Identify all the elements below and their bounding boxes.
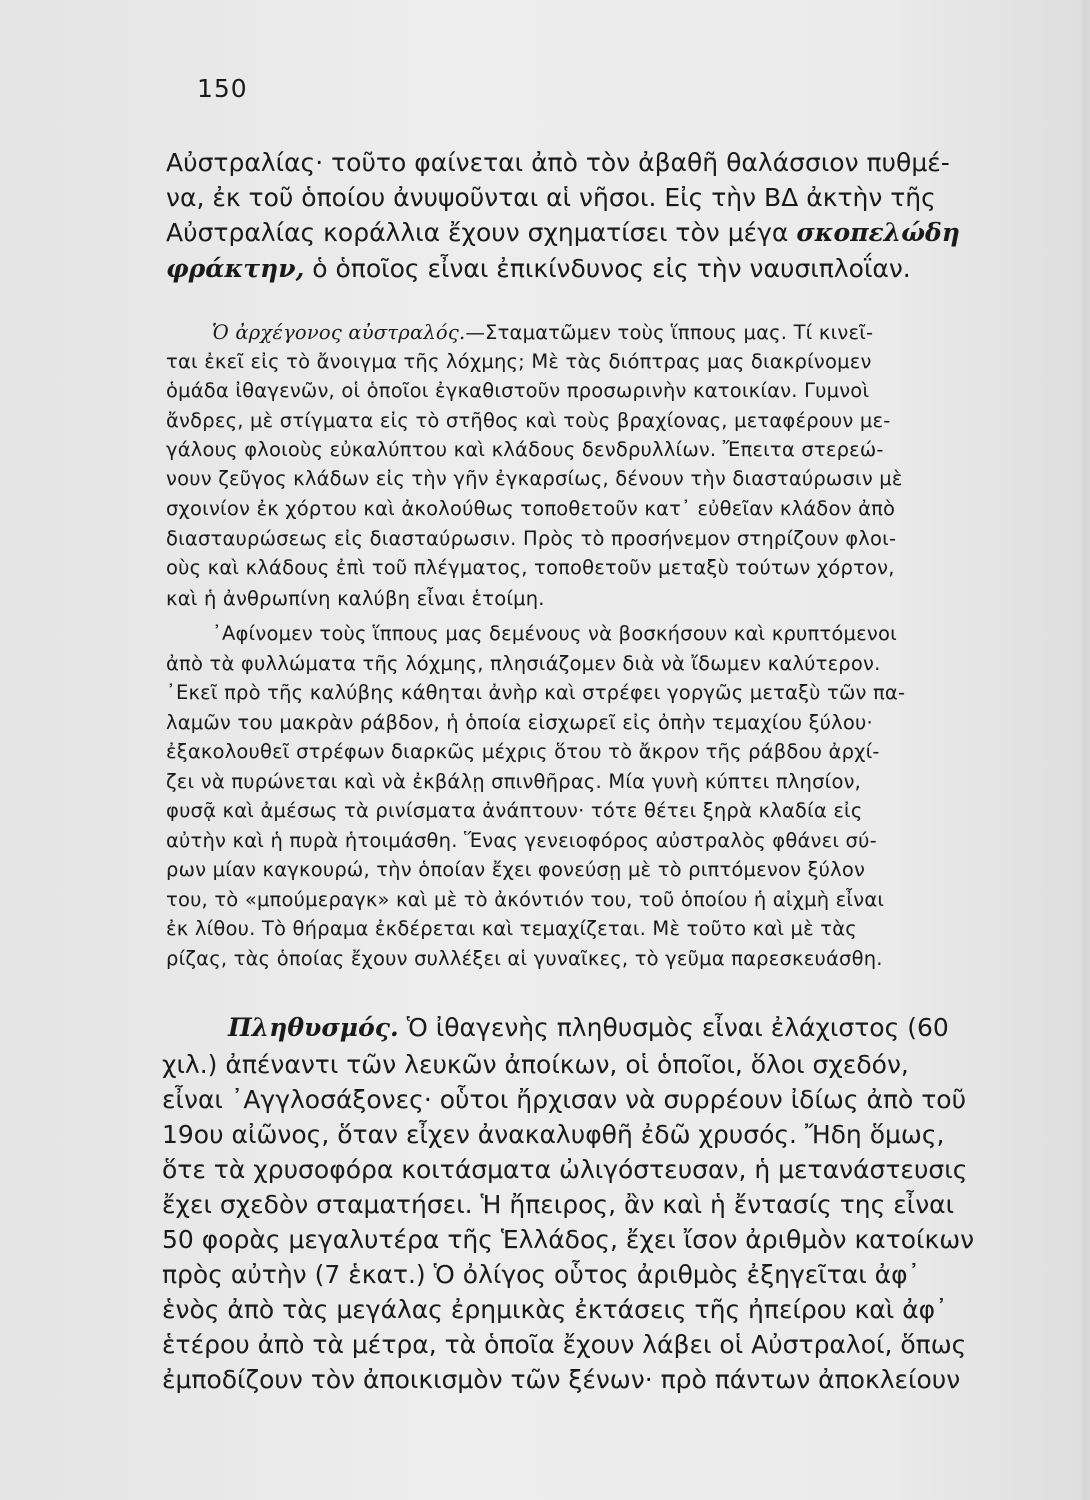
text-line: ζει νὰ πυρώνεται καὶ νὰ ἐκβάλῃ σπινθῆρας. Μία γυνὴ κύπτει πλησίον,	[166, 770, 862, 793]
text-line: Αὐστραλίας· τοῦτο φαίνεται ἀπὸ τὸν ἀβαθῆ θαλάσσιον πυθμέ-	[166, 148, 950, 177]
text-line: ἑτέρου ἀπὸ τὰ μέτρα, τὰ ὁποῖα ἔχουν λάβει οἱ Αὐστραλοί, ὅπως	[162, 1330, 967, 1359]
page-number: 150	[197, 74, 248, 103]
text-line: του, τὸ «μπούμεραγκ» καὶ μὲ τὸ ἀκόντιόν του, τοῦ ὁποίου ἡ αἰχμὴ εἶναι	[166, 888, 885, 911]
text-line: σχοινίον ἐκ χόρτου καὶ ἀκολούθως τοποθετοῦν κατ᾽ εὐθεῖαν κλάδον ἀπὸ	[166, 497, 896, 520]
text-line-content: Αὐστραλίας κοράλλια ἔχουν σχηματίσει τὸν μέγα	[166, 218, 789, 247]
text-line: ἐξακολουθεῖ στρέφων διαρκῶς μέχρις ὅτου τὸ ἄκρον τῆς ράβδου ἀρχί-	[166, 740, 880, 763]
text-line: να, ἐκ τοῦ ὁποίου ἀνυψοῦνται αἱ νῆσοι. Εἰς τὴν ΒΔ ἀκτὴν τῆς	[166, 183, 936, 212]
text-line: ᾽Εκεῖ πρὸ τῆς καλύβης κάθηται ἀνὴρ καὶ στρέφει γοργῶς μεταξὺ τῶν πα-	[166, 681, 906, 704]
text-line: ἄνδρες, μὲ στίγματα εἰς τὸ στῆθος καὶ τοὺς βραχίονας, μεταφέρουν με-	[166, 409, 891, 432]
text-line: 50 φορὰς μεγαλυτέρα τῆς Ἑλλάδος, ἔχει ἴσον ἀριθμὸν κατοίκων	[162, 1225, 975, 1254]
text-line: ὅτε τὰ χρυσοφόρα κοιτάσματα ὠλιγόστευσαν, ἡ μετανάστευσις	[162, 1155, 968, 1184]
text-line: πρὸς αὐτὴν (7 ἑκατ.) Ὁ ὀλίγος οὗτος ἀριθμὸς ἐξηγεῖται ἀφ᾽	[162, 1260, 921, 1289]
text-line-content: Ὁ ἰθαγενὴς πληθυσμὸς εἶναι ἐλάχιστος (60	[398, 1013, 949, 1042]
text-line: αὐτὴν καὶ ἡ πυρὰ ἡτοιμάσθη. Ἕνας γενειοφόρος αὐστραλὸς φθάνει σύ-	[166, 829, 877, 852]
text-line: ρίζας, τὰς ὁποίας ἔχουν συλλέξει αἱ γυναῖκες, τὸ γεῦμα παρεσκευάσθη.	[166, 947, 883, 970]
text-line: ὁμάδα ἰθαγενῶν, οἱ ὁποῖοι ἐγκαθιστοῦν προσωρινὴν κατοικίαν. Γυμνοὶ	[166, 379, 870, 402]
text-line: ἔχει σχεδὸν σταματήσει. Ἡ ἤπειρος, ἂν καὶ ἡ ἔντασίς της εἶναι	[162, 1190, 955, 1219]
text-line: ρων μίαν καγκουρώ, τὴν ὁποίαν ἔχει φονεύσῃ μὲ τὸ ριπτόμενον ξύλον	[166, 858, 866, 881]
text-line-content: ὁ ὁποῖος εἶναι ἐπικίνδυνος εἰς τὴν ναυσιπλοΐαν.	[304, 254, 911, 283]
text-line: λαμῶν του μακρὰν ράβδον, ἡ ὁποία εἰσχωρεῖ εἰς ὀπὴν τεμαχίου ξύλου·	[166, 711, 873, 734]
text-line-content: —Σταματῶμεν τοὺς ἵππους μας. Τί κινεῖ-	[465, 321, 874, 344]
text-line: νουν ζεῦγος κλάδων εἰς τὴν γῆν ἐγκαρσίως, δένουν τὴν διασταύρωσιν μὲ	[166, 467, 903, 490]
text-line	[212, 321, 873, 344]
text-line: ἐκ λίθου. Τὸ θήραμα ἐκδέρεται καὶ τεμαχίζεται. Μὲ τοῦτο καὶ μὲ τὰς	[166, 917, 857, 940]
text-line: ἀπὸ τὰ φυλλώματα τῆς λόχμης, πλησιάζομεν διὰ νὰ ἴδωμεν καλύτερον.	[166, 652, 881, 675]
text-line: διασταυρώσεως εἰς διασταύρωσιν. Πρὸς τὸ προσήνεμον στηρίζουν φλοι-	[166, 527, 897, 550]
text-line: ἐμποδίζουν τὸν ἀποικισμὸν τῶν ξένων· πρὸ πάντων ἀποκλείουν	[162, 1365, 961, 1394]
text-line: καὶ ἡ ἀνθρωπίνη καλύβη εἶναι ἑτοίμη.	[166, 587, 545, 610]
text-line: ᾽Αφίνομεν τοὺς ἵππους μας δεμένους νὰ βοσκήσουν καὶ κρυπτόμενοι	[212, 622, 897, 645]
text-line: ἑνὸς ἀπὸ τὰς μεγάλας ἐρημικὰς ἐκτάσεις τῆς ἠπείρου καὶ ἀφ᾽	[162, 1295, 948, 1324]
page-edge-shadow	[1082, 0, 1090, 1500]
text-line	[166, 218, 960, 247]
text-line: φυσᾷ καὶ ἀμέσως τὰ ρινίσματα ἀνάπτουν· τότε θέτει ξηρὰ κλαδία εἰς	[166, 799, 863, 822]
text-line: 19ου αἰῶνος, ὅταν εἶχεν ἀνακαλυφθῆ ἐδῶ χρυσός. Ἤδη ὅμως,	[162, 1120, 945, 1149]
text-line	[166, 254, 911, 283]
section-heading: Πληθυσμός.	[228, 1013, 399, 1042]
section-heading: Ὁ ἀρχέγονος αὐστραλός.	[212, 321, 466, 344]
text-line	[228, 1013, 949, 1042]
text-line: οὺς καὶ κλάδους ἐπὶ τοῦ πλέγματος, τοποθετοῦν μεταξὺ τούτων χόρτον,	[166, 556, 895, 579]
emphasized-term: φράκτην,	[166, 254, 305, 283]
text-line: χιλ.) ἀπέναντι τῶν λευκῶν ἀποίκων, οἱ ὁποῖοι, ὅλοι σχεδόν,	[162, 1050, 909, 1079]
text-line: ται ἐκεῖ εἰς τὸ ἄνοιγμα τῆς λόχμης; Μὲ τὰς διόπτρας μας διακρίνομεν	[166, 350, 872, 373]
emphasized-term: σκοπελώδη	[796, 218, 960, 247]
text-line: γάλους φλοιοὺς εὐκαλύπτου καὶ κλάδους δενδρυλλίων. Ἔπειτα στερεώ-	[166, 438, 884, 461]
text-line: εἶναι ᾽Αγγλοσάξονες· οὗτοι ἤρχισαν νὰ συρρέουν ἰδίως ἀπὸ τοῦ	[162, 1085, 967, 1114]
